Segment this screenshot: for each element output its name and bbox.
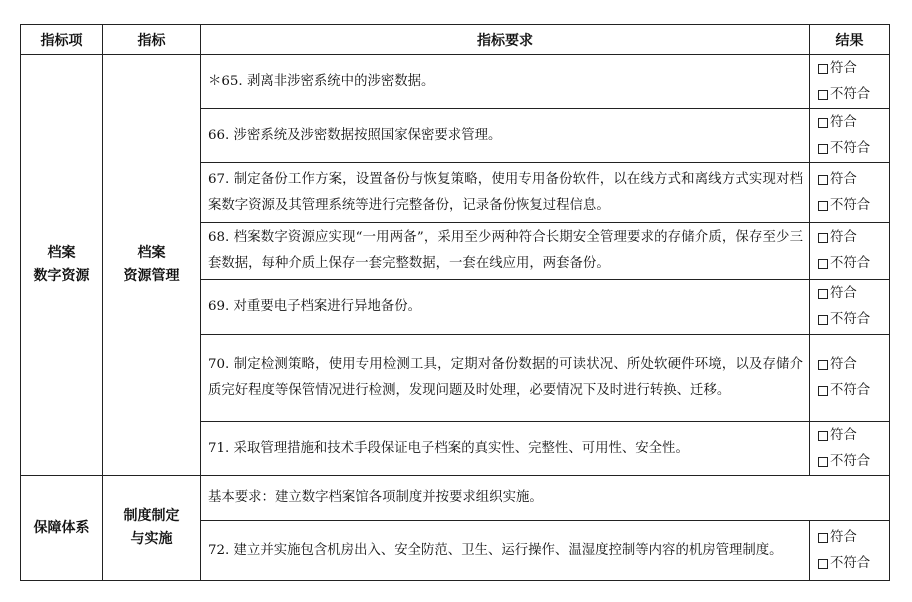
item-label-line: 档案 [47, 245, 76, 261]
item-cell-support-system [21, 476, 103, 581]
checkbox-icon[interactable] [818, 360, 828, 370]
checkbox-icon[interactable] [818, 64, 828, 74]
checkbox-icon[interactable] [818, 233, 828, 243]
option-nonconform[interactable] [818, 82, 889, 108]
table-row [21, 55, 890, 109]
checkbox-icon[interactable] [818, 118, 828, 128]
option-conform-label: 符合 [830, 357, 857, 372]
requirement-72: 72. 建立并实施包含机房出入、安全防范、卫生、运行操作、温湿度控制等内容的机房管理制度。 [201, 521, 810, 581]
indicator-label-line: 档案 [137, 245, 166, 261]
requirement-65: ＊65. 剥离非涉密系统中的涉密数据。 [201, 55, 810, 109]
indicator-label-line: 资源管理 [123, 268, 180, 284]
checkbox-icon[interactable] [818, 175, 828, 185]
option-conform-label: 符合 [830, 286, 857, 301]
result-cell [810, 521, 890, 581]
item-label-line: 数字资源 [33, 268, 90, 284]
option-nonconform-label: 不符合 [830, 453, 871, 469]
item-cell-archive-digital-resources [21, 55, 103, 476]
option-nonconform[interactable] [818, 193, 889, 219]
item-label-line: 保障体系 [33, 519, 90, 536]
option-conform-label: 符合 [830, 60, 857, 76]
option-nonconform-label: 不符合 [830, 256, 871, 271]
requirement-67: 67. 制定备份工作方案，设置备份与恢复策略，使用专用备份软件，以在线方式和离线方式实现对档案数字资源及其管理系统等进行完整备份，记录备份恢复过程信息。 [201, 163, 810, 223]
checkbox-icon[interactable] [818, 559, 828, 569]
requirement-69: 69. 对重要电子档案进行异地备份。 [201, 280, 810, 335]
option-conform[interactable] [818, 525, 889, 551]
table-row [21, 476, 890, 521]
option-conform[interactable] [818, 352, 889, 378]
requirement-66: 66. 涉密系统及涉密数据按照国家保密要求管理。 [201, 109, 810, 163]
option-conform[interactable] [818, 110, 889, 136]
checkbox-icon[interactable] [818, 90, 828, 100]
requirement-71: 71. 采取管理措施和技术手段保证电子档案的真实性、完整性、可用性、安全性。 [201, 422, 810, 476]
header-indicator: 指标 [103, 25, 201, 55]
checkbox-icon[interactable] [818, 533, 828, 543]
option-nonconform[interactable] [818, 378, 889, 404]
option-nonconform-label: 不符合 [830, 312, 871, 327]
option-nonconform[interactable] [818, 307, 889, 333]
option-nonconform[interactable] [818, 551, 889, 577]
option-nonconform[interactable] [818, 136, 889, 162]
header-row [21, 25, 890, 55]
checkbox-icon[interactable] [818, 315, 828, 325]
result-cell [810, 280, 890, 335]
option-nonconform-label: 不符合 [830, 555, 871, 571]
checkbox-icon[interactable] [818, 144, 828, 154]
result-cell [810, 422, 890, 476]
option-conform-label: 符合 [830, 529, 857, 545]
checkbox-icon[interactable] [818, 289, 828, 299]
indicator-label-line: 制度制定 [123, 508, 180, 524]
result-cell [810, 55, 890, 109]
indicator-cell-policy-implementation [103, 476, 201, 581]
basic-requirement: 基本要求：建立数字档案馆各项制度并按要求组织实施。 [201, 476, 890, 521]
option-nonconform-label: 不符合 [830, 86, 871, 102]
option-nonconform-label: 不符合 [830, 383, 871, 398]
requirement-70: 70. 制定检测策略，使用专用检测工具，定期对备份数据的可读状况、所处软硬件环境，以及存储介质完好程度等保管情况进行检测，发现问题及时处理，必要情况下及时进行转换、迁移。 [201, 335, 810, 422]
result-cell [810, 109, 890, 163]
header-item: 指标项 [21, 25, 103, 55]
header-result: 结果 [810, 25, 890, 55]
option-nonconform-label: 不符合 [830, 140, 871, 156]
requirement-68: 68. 档案数字资源应实现“一用两备”，采用至少两种符合长期安全管理要求的存储介质，保存至少三套数据，每种介质上保存一套完整数据，一套在线应用，两套备份。 [201, 223, 810, 280]
checkbox-icon[interactable] [818, 259, 828, 269]
checkbox-icon[interactable] [818, 457, 828, 467]
option-conform-label: 符合 [830, 427, 857, 443]
option-conform[interactable] [818, 225, 889, 251]
indicator-label-line: 与实施 [130, 531, 173, 547]
header-requirement: 指标要求 [201, 25, 810, 55]
option-conform[interactable] [818, 281, 889, 307]
option-conform[interactable] [818, 423, 889, 449]
option-conform-label: 符合 [830, 171, 857, 187]
option-conform-label: 符合 [830, 230, 857, 245]
requirements-table [20, 24, 890, 581]
checkbox-icon[interactable] [818, 386, 828, 396]
option-nonconform[interactable] [818, 449, 889, 475]
option-nonconform-label: 不符合 [830, 197, 871, 213]
result-cell [810, 163, 890, 223]
result-cell [810, 223, 890, 280]
option-nonconform[interactable] [818, 251, 889, 277]
checkbox-icon[interactable] [818, 201, 828, 211]
option-conform[interactable] [818, 56, 889, 82]
checkbox-icon[interactable] [818, 431, 828, 441]
option-conform-label: 符合 [830, 114, 857, 130]
indicator-cell-archive-resource-management [103, 55, 201, 476]
result-cell [810, 335, 890, 422]
option-conform[interactable] [818, 167, 889, 193]
